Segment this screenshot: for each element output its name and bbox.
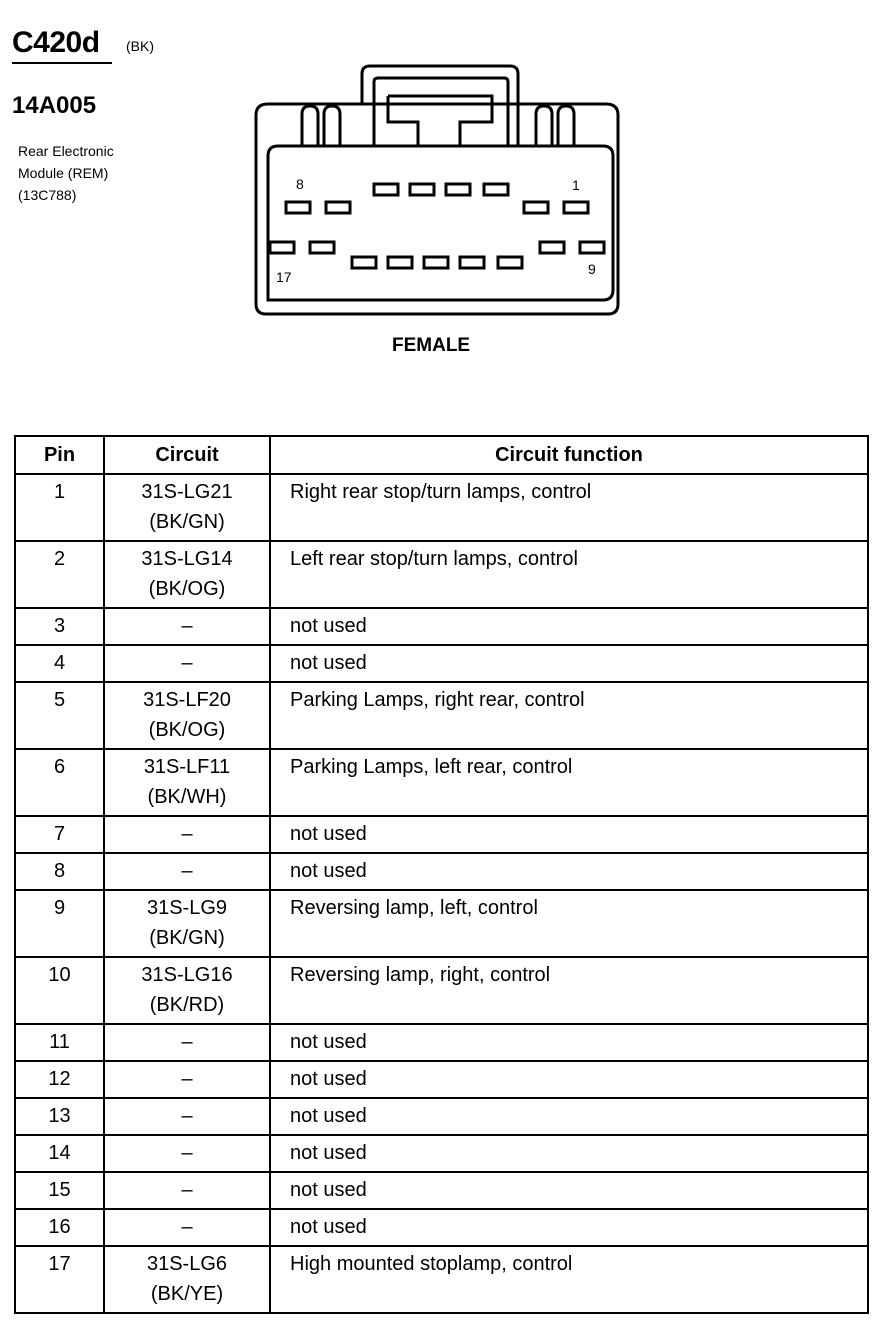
circuit-cell <box>104 1172 270 1209</box>
pin-number-cell: 8 <box>15 853 104 890</box>
table-row <box>15 1061 868 1098</box>
pin-cavity <box>564 202 588 213</box>
circuit-cell <box>104 541 270 608</box>
pin-table <box>14 435 869 1314</box>
table-row <box>15 816 868 853</box>
left-rib <box>302 106 318 146</box>
wire-color: (BK/GN) <box>149 511 225 533</box>
pin-number-cell: 6 <box>15 749 104 816</box>
module-line: Module (REM) <box>18 165 109 181</box>
pin-label-9: 9 <box>588 261 596 277</box>
circuit-cell <box>104 1246 270 1313</box>
pin-table-body <box>15 474 868 1313</box>
circuit-cell <box>104 474 270 541</box>
table-row <box>15 1135 868 1172</box>
circuit-code: 31S-LG16 <box>141 964 233 986</box>
circuit-code: 31S-LG14 <box>141 548 233 570</box>
circuit-function-cell: not used <box>270 1172 868 1209</box>
table-row <box>15 541 868 608</box>
pin-cavity <box>424 257 448 268</box>
header-function: Circuit function <box>270 436 868 474</box>
pin-cavity <box>310 242 334 253</box>
pin-number-cell: 2 <box>15 541 104 608</box>
pin-cavity <box>460 257 484 268</box>
table-row <box>15 1098 868 1135</box>
connector-color: (BK) <box>126 38 154 54</box>
pin-cavity <box>410 184 434 195</box>
connector-face-diagram <box>248 60 628 322</box>
wire-color: (BK/GN) <box>149 927 225 949</box>
circuit-function-cell: not used <box>270 1098 868 1135</box>
table-row <box>15 957 868 1024</box>
circuit-cell <box>104 890 270 957</box>
table-row <box>15 682 868 749</box>
pin-cavity <box>540 242 564 253</box>
circuit-code: – <box>181 1142 193 1164</box>
table-header-row <box>15 436 868 474</box>
pin-number-cell: 13 <box>15 1098 104 1135</box>
pin-label-8: 8 <box>296 176 304 192</box>
table-row <box>15 474 868 541</box>
circuit-code: – <box>181 615 193 637</box>
pin-label-17: 17 <box>276 269 292 285</box>
circuit-function-cell: Parking Lamps, left rear, control <box>270 749 868 816</box>
circuit-cell <box>104 816 270 853</box>
circuit-code: – <box>181 1031 193 1053</box>
circuit-code: 31S-LG6 <box>146 1253 228 1275</box>
circuit-function-cell: not used <box>270 1024 868 1061</box>
table-row <box>15 608 868 645</box>
circuit-cell <box>104 853 270 890</box>
circuit-cell <box>104 1024 270 1061</box>
table-row <box>15 890 868 957</box>
circuit-code: – <box>181 823 193 845</box>
connector-id: C420d <box>12 26 100 59</box>
connector-gender: FEMALE <box>392 335 471 356</box>
pin-cavity <box>580 242 604 253</box>
pin-cavity <box>374 184 398 195</box>
wire-color: (BK/WH) <box>147 786 227 808</box>
circuit-code: – <box>181 1105 193 1127</box>
part-number: 14A005 <box>12 92 97 119</box>
circuit-cell <box>104 608 270 645</box>
circuit-code: – <box>181 652 193 674</box>
table-row <box>15 1209 868 1246</box>
wire-color: (BK/OG) <box>148 578 226 600</box>
pin-cavity <box>270 242 294 253</box>
circuit-code: 31S-LF11 <box>143 756 231 778</box>
module-line: (13C788) <box>18 187 77 203</box>
circuit-function-cell: Reversing lamp, right, control <box>270 957 868 1024</box>
pin-number-cell: 16 <box>15 1209 104 1246</box>
circuit-code: 31S-LG9 <box>146 897 228 919</box>
right-rib <box>536 106 552 146</box>
pin-number-cell: 15 <box>15 1172 104 1209</box>
wire-color: (BK/RD) <box>149 994 225 1016</box>
circuit-code: 31S-LF20 <box>143 689 231 711</box>
circuit-cell <box>104 1209 270 1246</box>
table-row <box>15 1172 868 1209</box>
pin-number-cell: 11 <box>15 1024 104 1061</box>
pin-cavity <box>524 202 548 213</box>
pin-number-cell: 9 <box>15 890 104 957</box>
table-row <box>15 853 868 890</box>
latch-inner <box>374 78 508 146</box>
table-row <box>15 645 868 682</box>
circuit-cell <box>104 957 270 1024</box>
pin-cavity <box>326 202 350 213</box>
circuit-cell <box>104 1098 270 1135</box>
circuit-function-cell: not used <box>270 1209 868 1246</box>
table-row <box>15 1024 868 1061</box>
connector-id-underline <box>12 62 112 64</box>
table-row <box>15 1246 868 1313</box>
pin-cavity <box>286 202 310 213</box>
pin-number-cell: 17 <box>15 1246 104 1313</box>
circuit-cell <box>104 682 270 749</box>
circuit-code: 31S-LG21 <box>141 481 233 503</box>
circuit-function-cell: Right rear stop/turn lamps, control <box>270 474 868 541</box>
circuit-cell <box>104 1061 270 1098</box>
circuit-function-cell: not used <box>270 1135 868 1172</box>
pin-number-cell: 7 <box>15 816 104 853</box>
circuit-function-cell: not used <box>270 645 868 682</box>
pin-cavity <box>446 184 470 195</box>
left-rib <box>324 106 340 146</box>
pin-number-cell: 4 <box>15 645 104 682</box>
pin-cavity <box>484 184 508 195</box>
circuit-function-cell: Reversing lamp, left, control <box>270 890 868 957</box>
pin-number-cell: 5 <box>15 682 104 749</box>
circuit-code: – <box>181 1068 193 1090</box>
header-pin: Pin <box>15 436 104 474</box>
circuit-function-cell: not used <box>270 816 868 853</box>
circuit-code: – <box>181 1179 193 1201</box>
circuit-cell <box>104 645 270 682</box>
pin-number-cell: 14 <box>15 1135 104 1172</box>
pin-cavity <box>388 257 412 268</box>
circuit-cell <box>104 1135 270 1172</box>
pin-number-cell: 12 <box>15 1061 104 1098</box>
module-description <box>18 140 178 206</box>
wire-color: (BK/OG) <box>148 719 226 741</box>
circuit-cell <box>104 749 270 816</box>
pin-label-1: 1 <box>572 177 580 193</box>
pin-cavity <box>498 257 522 268</box>
circuit-code: – <box>181 1216 193 1238</box>
header-circuit: Circuit <box>104 436 270 474</box>
circuit-code: – <box>181 860 193 882</box>
pin-cavity <box>352 257 376 268</box>
pin-number-cell: 3 <box>15 608 104 645</box>
pin-number-cell: 1 <box>15 474 104 541</box>
circuit-function-cell: Parking Lamps, right rear, control <box>270 682 868 749</box>
circuit-function-cell: not used <box>270 853 868 890</box>
table-row <box>15 749 868 816</box>
module-line: Rear Electronic <box>18 143 114 159</box>
connector-face <box>268 146 613 300</box>
circuit-function-cell: not used <box>270 608 868 645</box>
pin-number-cell: 10 <box>15 957 104 1024</box>
circuit-function-cell: Left rear stop/turn lamps, control <box>270 541 868 608</box>
circuit-function-cell: not used <box>270 1061 868 1098</box>
wire-color: (BK/YE) <box>150 1283 224 1305</box>
right-rib <box>558 106 574 146</box>
circuit-function-cell: High mounted stoplamp, control <box>270 1246 868 1313</box>
